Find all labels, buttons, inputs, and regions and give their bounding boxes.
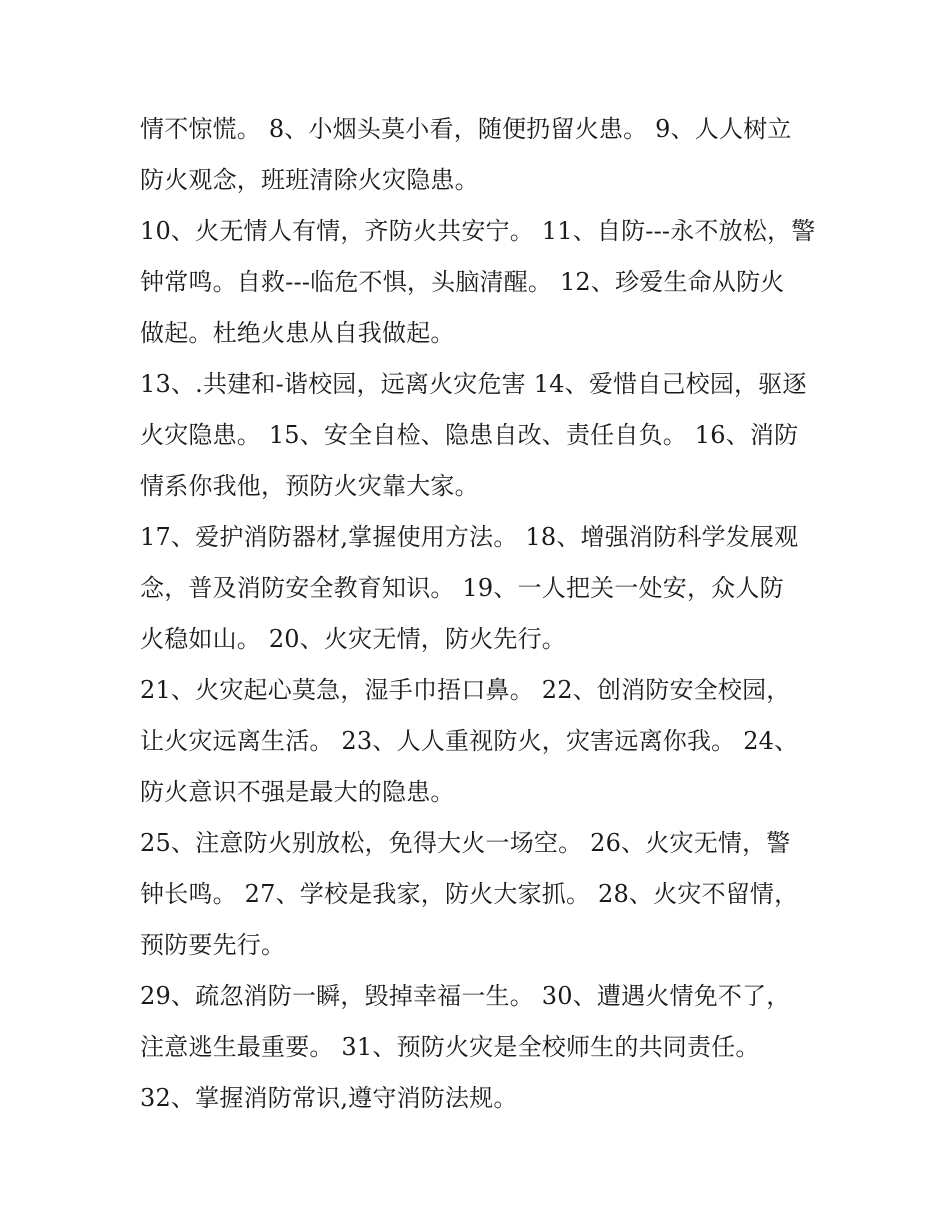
text-line: 13、.共建和-谐校园，远离火灾危害 14、爱惜自己校园，驱逐	[140, 370, 807, 398]
text-line: 防火意识不强是最大的隐患。	[140, 778, 455, 806]
text-line: 钟常鸣。自救---临危不惧，头脑清醒。 12、珍爱生命从防火	[140, 268, 785, 296]
text-line: 情不惊慌。 8、小烟头莫小看，随便扔留火患。 9、人人树立	[140, 115, 792, 143]
text-line: 让火灾远离生活。 23、人人重视防火，灾害远离你我。 24、	[140, 727, 799, 755]
text-line: 火稳如山。 20、火灾无情，防火先行。	[140, 625, 566, 653]
text-line: 火灾隐患。 15、安全自检、隐患自改、责任自负。 16、消防	[140, 421, 799, 449]
text-line: 10、火无情人有情，齐防火共安宁。 11、自防---永不放松，警	[140, 217, 816, 245]
text-line: 25、注意防火别放松，免得大火一场空。 26、火灾无情，警	[140, 829, 791, 857]
text-line: 预防要先行。	[140, 931, 286, 959]
text-line: 注意逃生最重要。 31、预防火灾是全校师生的共同责任。	[140, 1033, 760, 1061]
document-body	[140, 104, 820, 1124]
text-line: 32、掌握消防常识,遵守消防法规。	[140, 1084, 518, 1112]
text-line: 21、火灾起心莫急，湿手巾捂口鼻。 22、创消防安全校园，	[140, 676, 791, 704]
text-line: 17、爱护消防器材,掌握使用方法。 18、增强消防科学发展观	[140, 523, 799, 551]
text-line: 29、疏忽消防一瞬，毁掉幸福一生。 30、遭遇火情免不了，	[140, 982, 791, 1010]
text-line: 念，普及消防安全教育知识。 19、一人把关一处安，众人防	[140, 574, 784, 602]
text-line: 情系你我他，预防火灾靠大家。	[140, 472, 479, 500]
text-line: 钟长鸣。 27、学校是我家，防火大家抓。 28、火灾不留情，	[140, 880, 799, 908]
text-line: 做起。杜绝火患从自我做起。	[140, 319, 455, 347]
text-line: 防火观念，班班清除火灾隐患。	[140, 166, 479, 194]
